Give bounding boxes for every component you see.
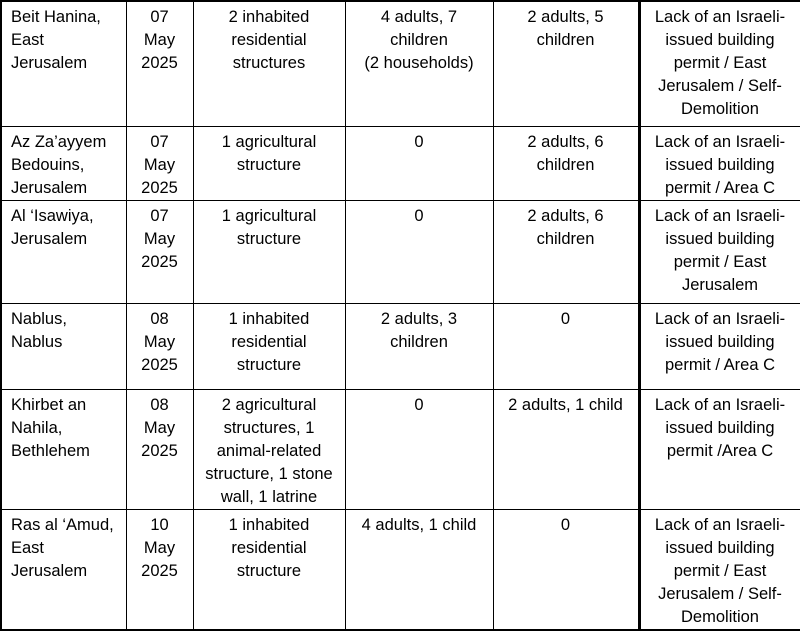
cell-displaced: 0 <box>345 126 493 200</box>
cell-displaced: 0 <box>345 389 493 509</box>
cell-affected: 2 adults, 6 children <box>493 126 639 200</box>
cell-location: Az Za’ayyem Bedouins, Jerusalem <box>1 126 126 200</box>
cell-date: 07 May 2025 <box>126 200 193 303</box>
cell-displaced: 2 adults, 3 children <box>345 303 493 389</box>
cell-structures: 1 agricultural structure <box>193 200 345 303</box>
cell-structures: 1 inhabited residential structure <box>193 303 345 389</box>
cell-affected: 0 <box>493 303 639 389</box>
cell-affected: 2 adults, 5 children <box>493 1 639 126</box>
cell-location: Beit Hanina, East Jerusalem <box>1 1 126 126</box>
table-row <box>1 389 800 509</box>
cell-location: Khirbet an Nahila, Bethlehem <box>1 389 126 509</box>
cell-location: Ras al ‘Amud, East Jerusalem <box>1 509 126 630</box>
cell-structures: 2 agricultural structures, 1 animal-related structure, 1 stone wall, 1 latrine <box>193 389 345 509</box>
cell-affected: 2 adults, 1 child <box>493 389 639 509</box>
cell-reason: Lack of an Israeli- issued building permit / East Jerusalem / Self- Demolition <box>639 1 800 126</box>
table-row <box>1 1 800 126</box>
cell-date: 08 May 2025 <box>126 389 193 509</box>
cell-date: 07 May 2025 <box>126 1 193 126</box>
cell-reason: Lack of an Israeli- issued building permit /Area C <box>639 389 800 509</box>
cell-structures: 1 agricultural structure <box>193 126 345 200</box>
table-row <box>1 126 800 200</box>
cell-displaced: 4 adults, 1 child <box>345 509 493 630</box>
cell-displaced: 0 <box>345 200 493 303</box>
cell-date: 07 May 2025 <box>126 126 193 200</box>
cell-reason: Lack of an Israeli- issued building permit / Area C <box>639 126 800 200</box>
cell-location: Al ‘Isawiya, Jerusalem <box>1 200 126 303</box>
cell-date: 10 May 2025 <box>126 509 193 630</box>
cell-location: Nablus, Nablus <box>1 303 126 389</box>
cell-date: 08 May 2025 <box>126 303 193 389</box>
cell-reason: Lack of an Israeli- issued building permit / Area C <box>639 303 800 389</box>
cell-reason: Lack of an Israeli- issued building permit / East Jerusalem / Self- Demolition <box>639 509 800 630</box>
cell-affected: 0 <box>493 509 639 630</box>
table-row <box>1 200 800 303</box>
cell-affected: 2 adults, 6 children <box>493 200 639 303</box>
cell-structures: 1 inhabited residential structure <box>193 509 345 630</box>
table-row <box>1 303 800 389</box>
table-row <box>1 509 800 630</box>
cell-displaced: 4 adults, 7 children (2 households) <box>345 1 493 126</box>
cell-reason: Lack of an Israeli- issued building permit / East Jerusalem <box>639 200 800 303</box>
cell-structures: 2 inhabited residential structures <box>193 1 345 126</box>
